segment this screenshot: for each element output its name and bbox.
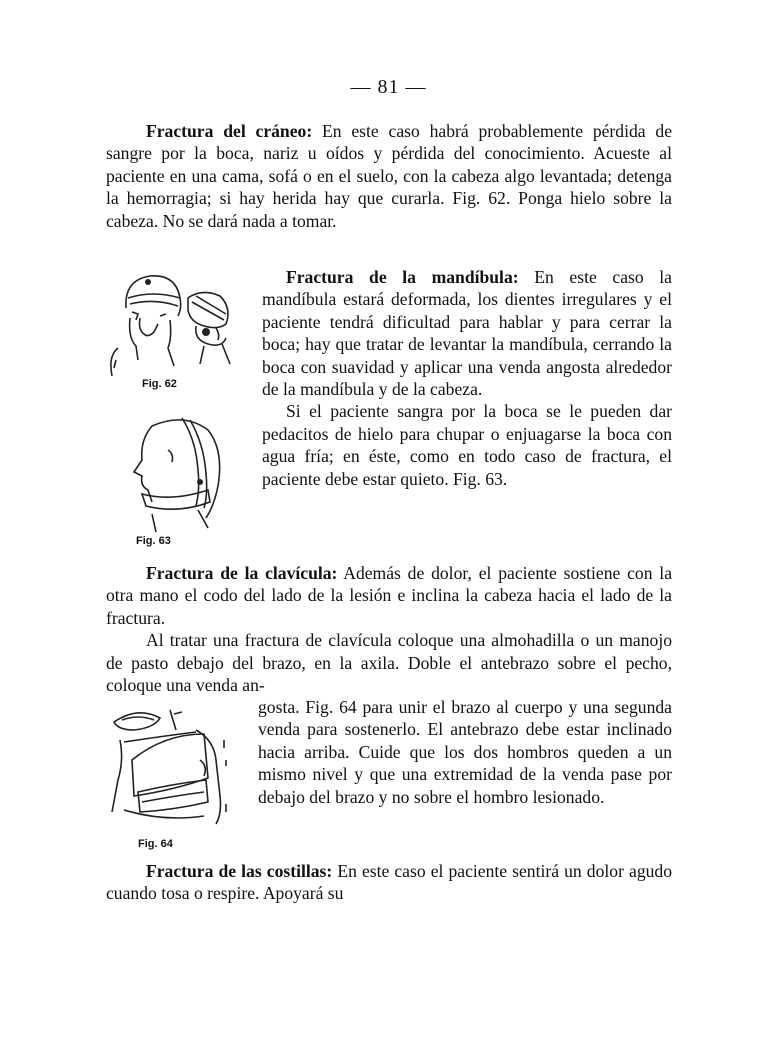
figure-63-illustration xyxy=(112,410,230,538)
figure-63-caption: Fig. 63 xyxy=(136,535,171,547)
figure-64-caption: Fig. 64 xyxy=(138,838,173,850)
clavicula-text: Además de dolor, el paciente sostiene con la otra mano el codo del lado de la lesión e inclina la cabeza hacia el lado de la fractura. xyxy=(106,563,673,628)
costillas-text: En este caso el paciente sentirá un dolor agudo cuando tosa o respire. Apoyará su xyxy=(106,861,673,904)
clavicula-title: Fractura de la clavícula: xyxy=(146,563,338,583)
clavicula-text-3: gosta. Fig. 64 para unir el brazo al cuerpo y una segunda venda para sostenerlo. El antebrazo debe estar inclinado hacia arriba. Cuide que los dos hombros queden a un mismo nivel y que una extremidad de la venda pase por debajo del brazo y no sobre el hombro lesionado. xyxy=(258,697,672,807)
mandibula-title: Fractura de la mandíbula: xyxy=(286,267,519,287)
section-clavicula-continued xyxy=(258,696,672,808)
section-costillas xyxy=(106,860,672,905)
section-craneo xyxy=(106,120,672,232)
figure-62-caption: Fig. 62 xyxy=(142,378,177,390)
section-clavicula xyxy=(106,562,672,696)
costillas-title: Fractura de las costillas: xyxy=(146,861,333,881)
mandibula-text-2: Si el paciente sangra por la boca se le pueden dar pedacitos de hielo para chupar o enjuagarse la boca con agua fría; en éste, como en todo caso de fractura, el paciente debe estar quieto. Fig. 63. xyxy=(262,401,672,489)
craneo-text: En este caso habrá probablemente pérdida de sangre por la boca, nariz u oídos y pérdida del conocimiento. Acueste al paciente en una cama, sofá o en el suelo, con la cabeza algo levantada; detenga la hemorragia; si hay herida hay que curarla. Fig. 62. Ponga hielo sobre la cabeza. No se dará nada a tomar. xyxy=(106,121,672,231)
clavicula-text-2: Al tratar una fractura de clavícula coloque una almohadilla o un manojo de pasto debajo del brazo, en la axila. Doble el antebrazo sobre el pecho, coloque una venda an- xyxy=(106,630,672,696)
mandibula-text: En este caso la mandíbula estará deformada, los dientes irregulares y el paciente tendrá dificultad para hablar y para cerrar la boca; hay que tratar de levantar la mandíbula, cerrando la boca con suavidad y aplicar una venda angosta alrededor de la mandíbula y de la cabeza. xyxy=(262,267,672,400)
section-mandibula xyxy=(262,266,672,490)
craneo-title: Fractura del cráneo: xyxy=(146,121,313,141)
figure-62-illustration xyxy=(108,268,238,380)
figure-64-illustration xyxy=(104,700,236,832)
page-number: — 81 — xyxy=(350,76,427,98)
